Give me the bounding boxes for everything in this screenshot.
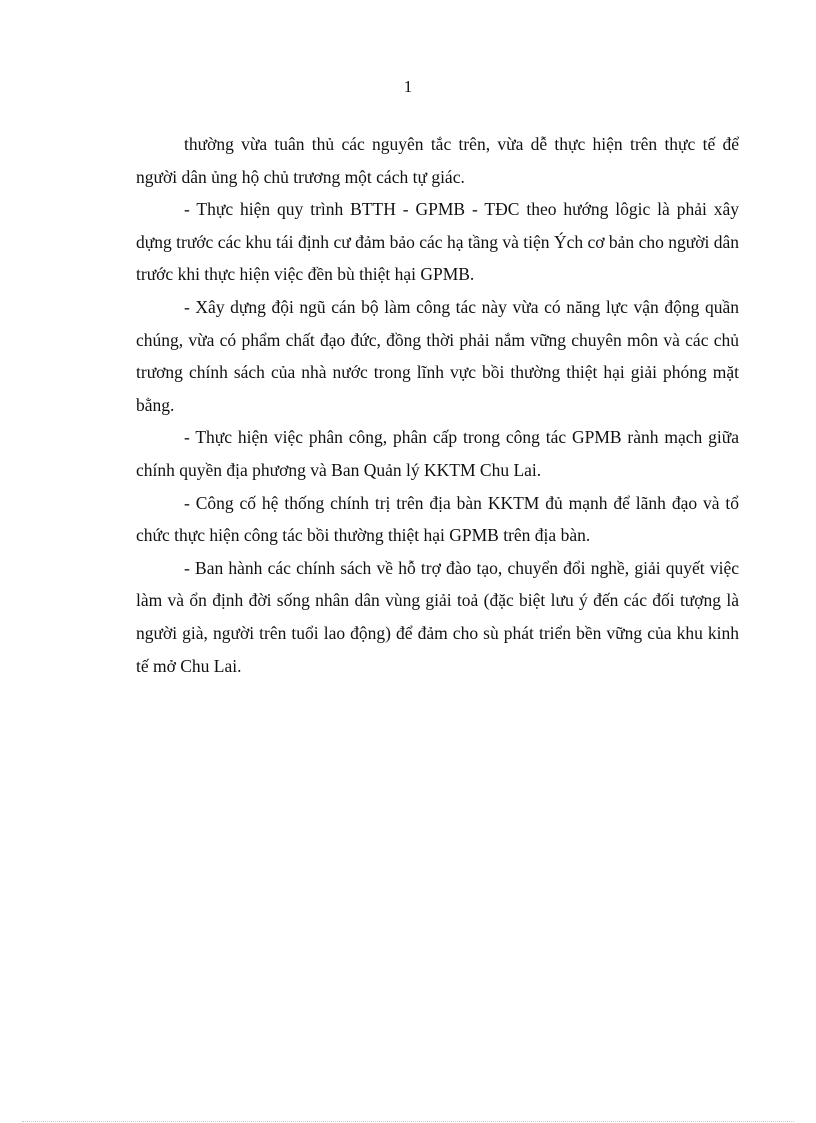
paragraph-support-policies: - Ban hành các chính sách về hỗ trợ đào tạo, chuyển đổi nghề, giải quyết việc làm và ổn định đời sống nhân dân vùng giải toả (đặc biệt lưu ý đến các đối tượng là người già, người trên tuổi lao động) để đảm cho sù phát triển bền vững của khu kinh tế mở Chu Lai. bbox=[136, 557, 739, 676]
paragraph-staff-building: - Xây dựng đội ngũ cán bộ làm công tác này vừa có năng lực vận động quần chúng, vừa có phẩm chất đạo đức, đồng thời phải nắm vững chuyên môn và các chủ trương chính sách của nhà nước trong lĩnh vực bồi thường thiệt hại giải phóng mặt bằng. bbox=[136, 296, 739, 415]
paragraph-political-system: - Công cố hệ thống chính trị trên địa bàn KKTM đủ mạnh để lãnh đạo và tổ chức thực hiện công tác bồi thường thiệt hại GPMB trên địa bàn. bbox=[136, 492, 739, 546]
paragraph-continuation: thường vừa tuân thủ các nguyên tắc trên, vừa dễ thực hiện trên thực tế để người dân ủng hộ chủ trương một cách tự giác. bbox=[136, 134, 739, 187]
document-body bbox=[136, 128, 739, 682]
paragraph-resettlement-procedure: - Thực hiện quy trình BTTH - GPMB - TĐC theo hướng lôgic là phải xây dựng trước các khu tái định cư đảm bảo các hạ tầng và tiện Ých cơ bản cho người dân trước khi thực hiện việc đền bù thiệt hại GPMB. bbox=[136, 199, 739, 285]
paragraph-task-assignment: - Thực hiện việc phân công, phân cấp trong công tác GPMB rành mạch giữa chính quyền địa phương và Ban Quản lý KKTM Chu Lai. bbox=[136, 427, 739, 480]
page-number: 1 bbox=[403, 77, 413, 96]
page-bottom-divider bbox=[22, 1121, 794, 1122]
